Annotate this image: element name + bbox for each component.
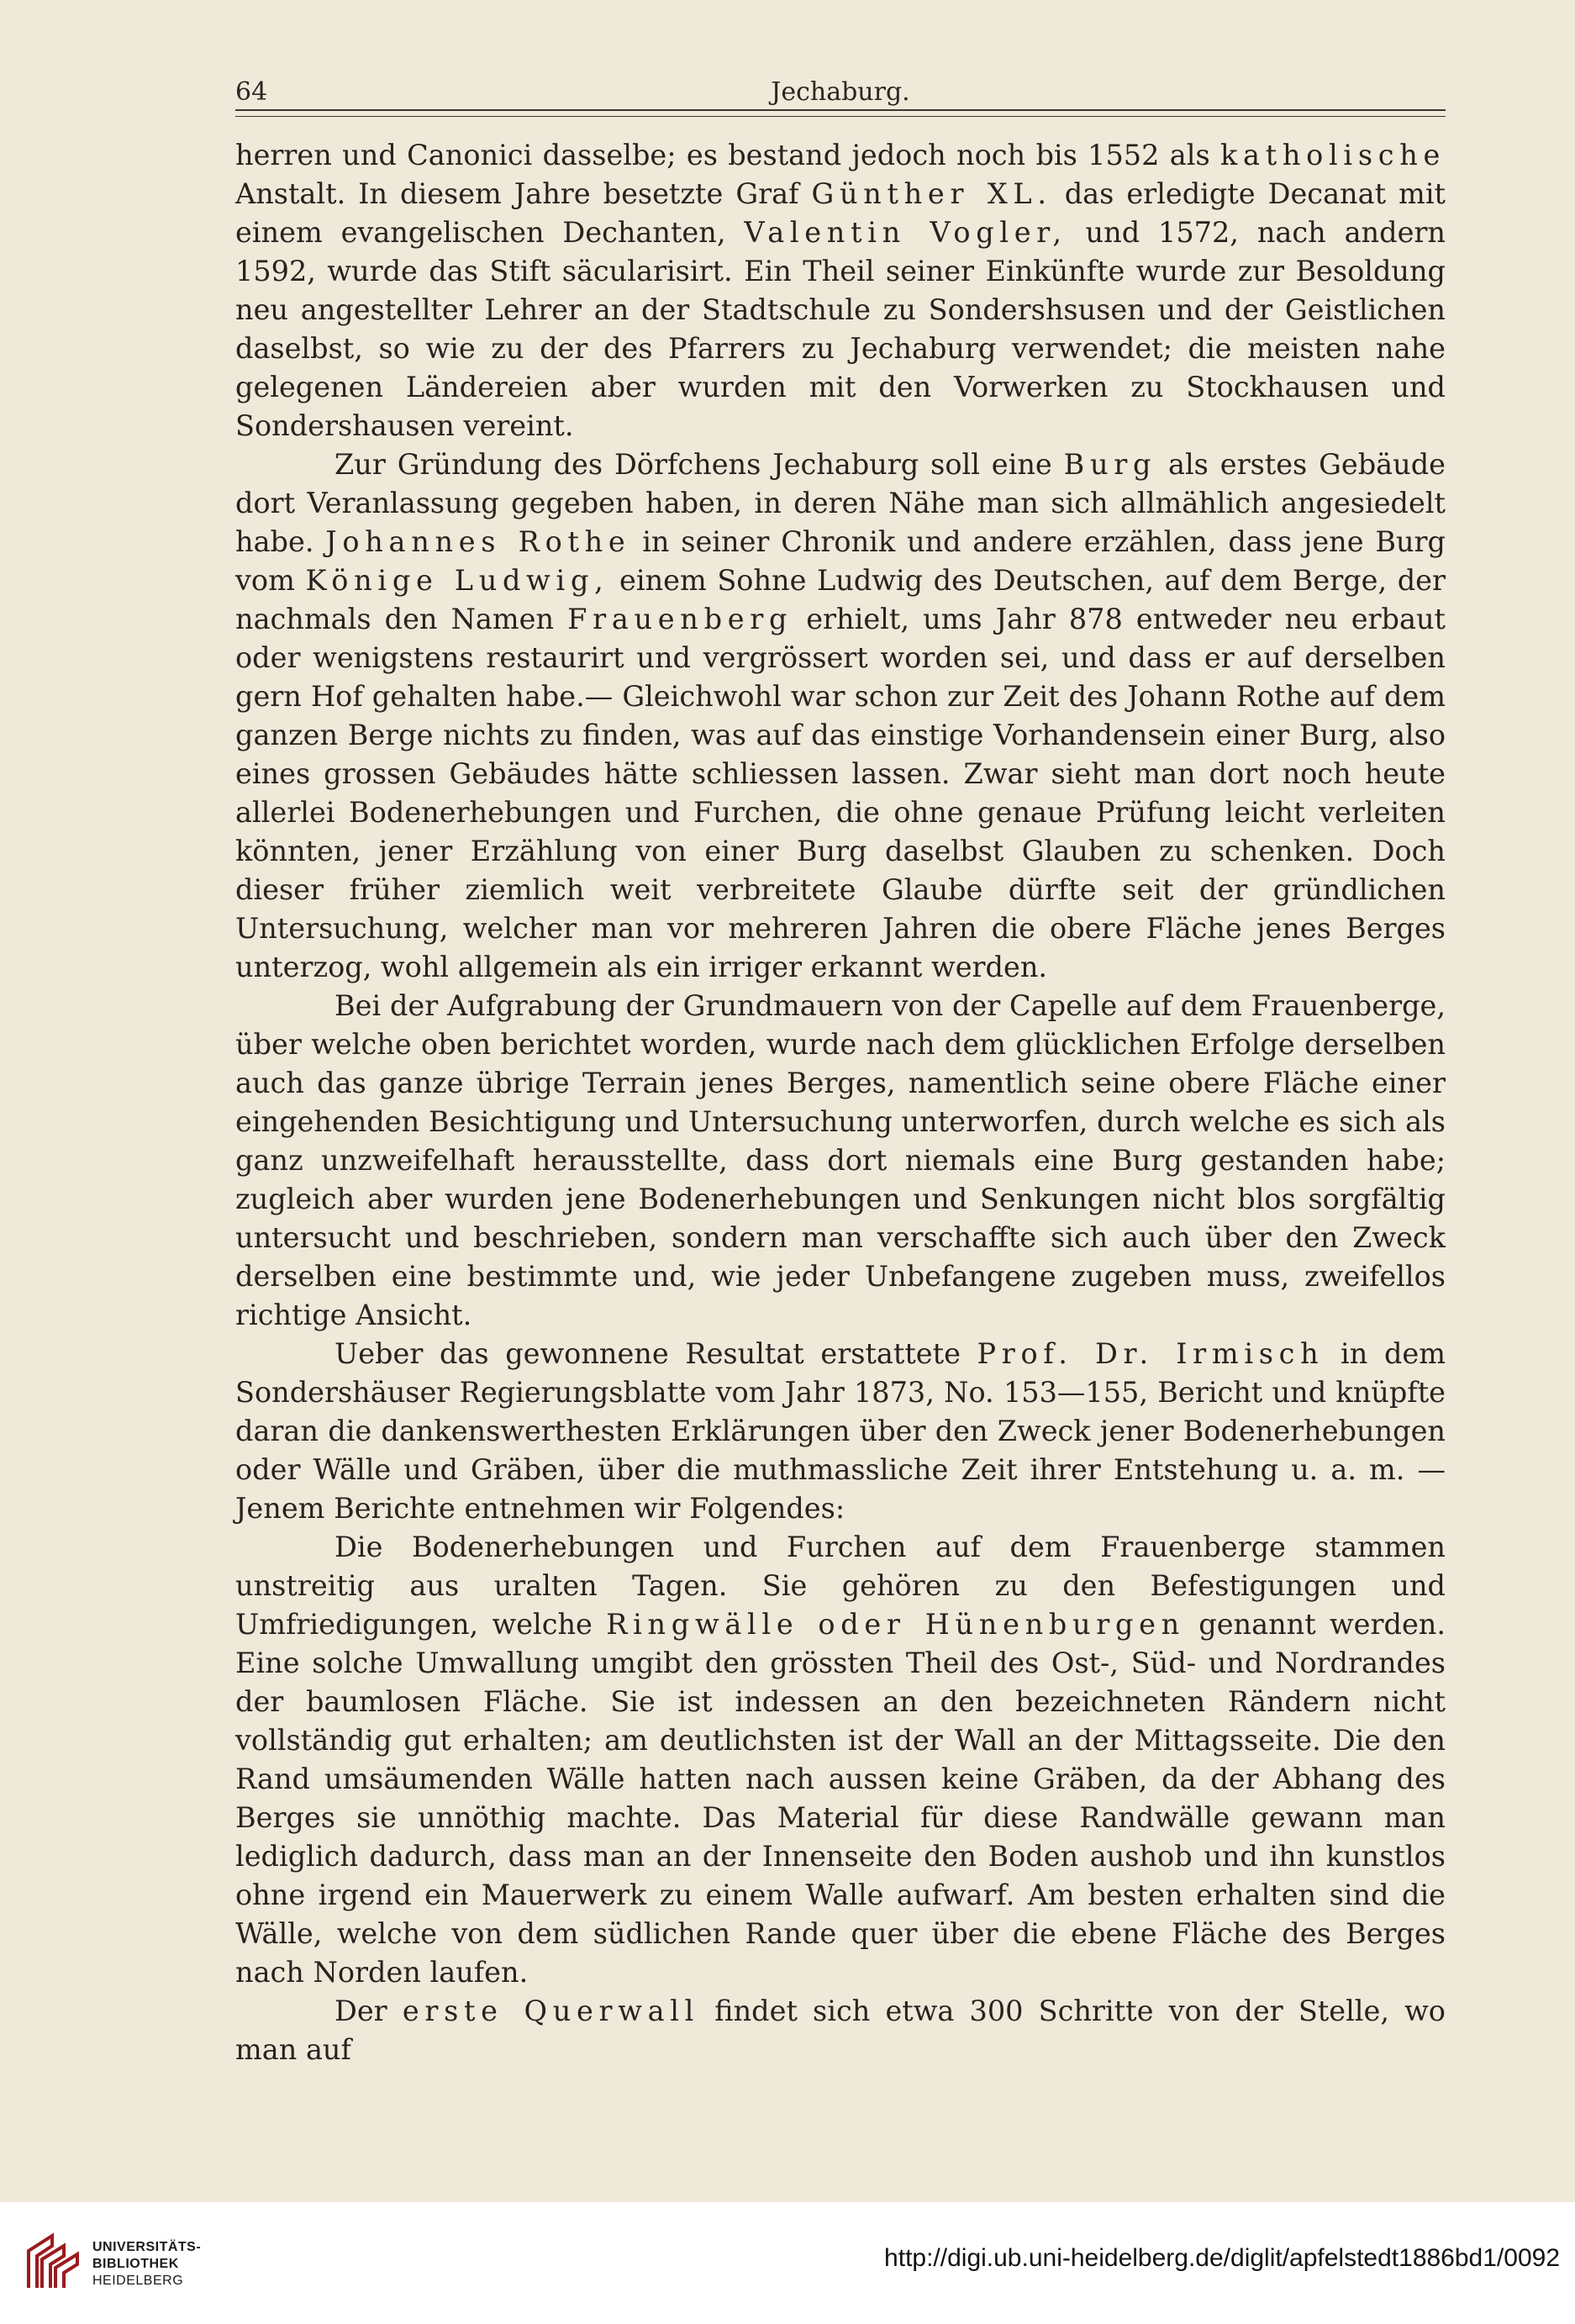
spaced-text: Ringwälle oder Hünenburgen: [606, 1608, 1185, 1641]
paragraph-6: Der erste Querwall findet sich etwa 300 Schritte von der Stelle, wo man auf: [235, 1995, 1446, 2066]
source-url-link[interactable]: http://digi.ub.uni-heidelberg.de/diglit/apfelstedt1886bd1/0092: [884, 2244, 1560, 2272]
spaced-text: katholische: [1220, 139, 1446, 171]
paragraph-3: Bei der Aufgrabung der Grundmauern von der Capelle auf dem Frauenberge, über welche oben berichtet worden, wurde nach dem glücklichen Erfolge derselben auch das ganze übrige Terrain jenes Berges, namentlich seine obere Fläche einer eingehenden Besichtigung und Untersuchung unterworfen, durch welche es sich als ganz unzweifelhaft herausstellte, dass dort niemals eine Burg gestanden habe; zugleich aber wurden jene Bodenerhebungen und Senkungen nicht blos sorgfältig untersucht und beschrieben, sondern man verschaffte sich auch über den Zweck derselben eine bestimmte und, wie jeder Unbefangene zugeben muss, zweifellos richtige Ansicht.: [235, 989, 1446, 1331]
running-head: Jechaburg.: [771, 77, 910, 107]
spaced-text: erste Querwall: [402, 1995, 700, 2027]
header-rule-thin: [235, 116, 1446, 117]
page-number: 64: [235, 77, 268, 107]
library-name: UNIVERSITÄTS- BIBLIOTHEK HEIDELBERG: [92, 2240, 202, 2288]
footer-bar: [0, 2202, 1575, 2324]
paragraph-1: herren und Canonici dasselbe; es bestand jedoch noch bis 1552 als katholische Anstalt. In diesem Jahre besetzte Graf Günther XL. das erledigte Decanat mit einem evangelischen Dechanten, Valentin Vogler, und 1572, nach andern 1592, wurde das Stift säcularisirt. Ein Theil seiner Einkünfte wurde zur Besoldung neu angestellter Lehrer an der Stadtschule zu Sondershsusen und der Geistlichen daselbst, so wie zu der des Pfarrers zu Jechaburg verwendet; die meisten nahe gelegenen Ländereien aber wurden mit den Vorwerken zu Stockhausen und Sondershausen vereint.: [235, 139, 1446, 442]
spaced-text: Könige Ludwig,: [305, 564, 609, 597]
spaced-text: Günther XL.: [811, 177, 1052, 210]
paragraph-4: Ueber das gewonnene Resultat erstattete Prof. Dr. Irmisch in dem Sondershäuser Regierungsblatte vom Jahr 1873, No. 153—155, Bericht und knüpfte daran die dankenswerthesten Erklärungen über den Zweck jener Bodenerhebungen oder Wälle und Gräben, über die muthmassliche Zeit ihrer Entstehung u. a. m. — Jenem Berichte entnehmen wir Folgendes:: [235, 1337, 1446, 1525]
spaced-text: Burg: [1063, 448, 1157, 481]
paragraph-2: Zur Gründung des Dörfchens Jechaburg soll eine Burg als erstes Gebäude dort Veranlassung gegeben haben, in deren Nähe man sich allmählich angesiedelt habe. Johannes Rothe in seiner Chronik und andere erzählen, dass jene Burg vom Könige Ludwig, einem Sohne Ludwig des Deutschen, auf dem Berge, der nachmals den Namen Frauenberg erhielt, ums Jahr 878 entweder neu erbaut oder wenigstens restaurirt und vergrössert worden sei, und dass er auf derselben gern Hof gehalten habe.— Gleichwohl war schon zur Zeit des Johann Rothe auf dem ganzen Berge nichts zu finden, was auf das einstige Vorhandensein einer Burg, also eines grossen Gebäudes hätte schliessen lassen. Zwar sieht man dort noch heute allerlei Bodenerhebungen und Furchen, die ohne genaue Prüfung leicht verleiten könnten, jener Erzählung von einer Burg daselbst Glauben zu schenken. Doch dieser früher ziemlich weit verbreitete Glaube dürfte seit der gründlichen Untersuchung, welcher man vor mehreren Jahren die obere Fläche jenes Berges unterzog, wohl allgemein als ein irriger erkannt werden.: [235, 448, 1446, 983]
spaced-text: Valentin Vogler,: [744, 216, 1067, 249]
spaced-text: Johannes Rothe: [325, 525, 631, 558]
header-rule: [235, 109, 1446, 111]
paragraph-5: Die Bodenerhebungen und Furchen auf dem Frauenberge stammen unstreitig aus uralten Tagen. Sie gehören zu den Befestigungen und Umfriedigungen, welche Ringwälle oder Hünenburgen genannt werden. Eine solche Umwallung umgibt den grössten Theil des Ost-, Süd- und Nordrandes der baumlosen Fläche. Sie ist indessen an den bezeichneten Rändern nicht vollständig gut erhalten; am deutlichsten ist der Wall an der Mittagsseite. Die den Rand umsäumenden Wälle hatten nach aussen keine Gräben, da der Abhang des Berges sie unnöthig machte. Das Material für diese Randwälle gewann man lediglich dadurch, dass man an der Innenseite den Boden aushob und ihn kunstlos ohne irgend ein Mauerwerk zu einem Walle aufwarf. Am besten erhalten sind die Wälle, welche von dem südlichen Rande quer über die ebene Fläche des Berges nach Norden laufen.: [235, 1531, 1446, 1989]
spaced-text: Frauenberg: [567, 603, 793, 635]
spaced-text: Prof. Dr. Irmisch: [977, 1337, 1325, 1370]
body-text: [235, 136, 1446, 2069]
university-library-logo-icon: [24, 2232, 82, 2291]
